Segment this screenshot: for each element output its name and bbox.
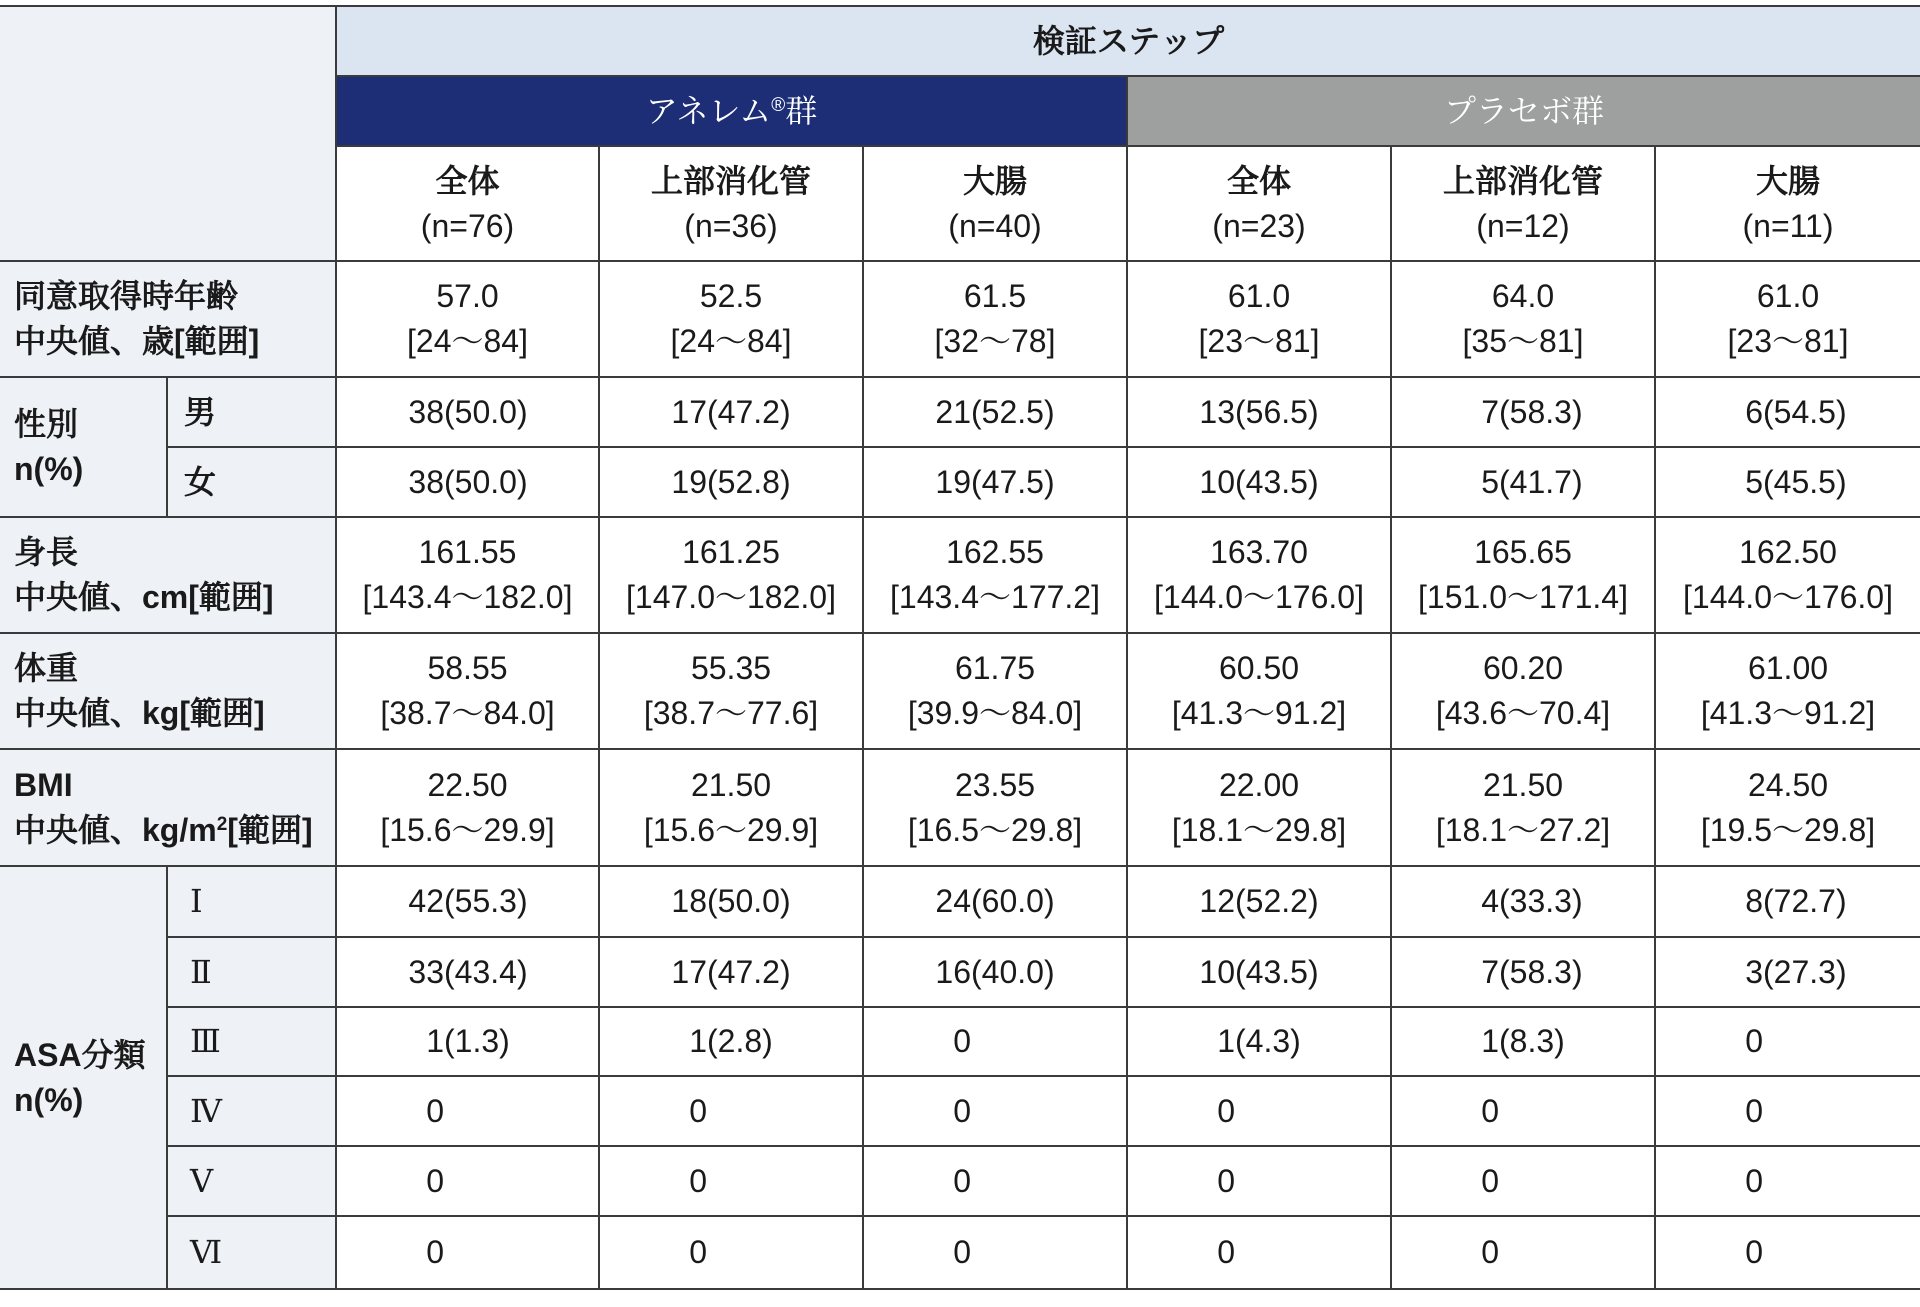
statistic-text: 中央値、kg[範囲] [14,695,265,731]
data-cell [1392,1008,1656,1077]
median-value: 22.00 [1218,766,1300,803]
data-cell [864,938,1128,1008]
column-name: 大腸 [1755,162,1820,199]
data-cell [1128,1217,1392,1290]
median-value: 60.20 [1482,650,1564,686]
level-label-text: Ⅲ [190,1023,221,1059]
group-suffix: 群 [785,92,818,129]
data-cell [337,378,600,448]
data-cell [337,1077,600,1147]
data-cell [1392,518,1656,634]
range-value: [143.4～182.0] [362,579,573,615]
percent-value: (4.3) [1235,1023,1301,1059]
count-value: 0 [1481,1234,1499,1270]
percent-value: (56.5) [1235,393,1319,430]
patient-background-table [0,5,1920,1290]
median-value: 64.0 [1491,278,1555,314]
row-label [0,634,337,750]
count-value: 0 [689,1162,707,1199]
row-label-title: 体重 [14,650,79,686]
column-name: 上部消化管 [650,162,811,199]
column-sample-size: (n=40) [948,207,1042,244]
data-cell [1392,262,1656,378]
count-value: 0 [689,1234,707,1270]
row-label [0,262,337,378]
data-cell [864,1008,1128,1077]
statistic-superscript: 2 [216,814,228,836]
percent-value: (43.4) [444,953,528,990]
data-cell [864,378,1128,448]
level-label [168,448,337,518]
data-cell [1392,1147,1656,1217]
range-value: [18.1～27.2] [1435,811,1611,848]
row-label-statistic: n(%) [14,451,84,487]
count-value: 8 [1745,883,1763,919]
row-label [0,867,168,1290]
percent-value: (47.2) [707,393,791,430]
column-header [1392,147,1656,262]
data-cell [1392,1077,1656,1147]
median-value: 161.25 [682,534,780,570]
statistic-tail: [範囲] [227,811,313,848]
count-value: 0 [1745,1023,1763,1059]
group-label: アネレム [645,92,772,129]
median-value: 61.0 [1227,278,1291,314]
data-cell [1128,378,1392,448]
data-cell [1128,634,1392,750]
data-cell [1128,518,1392,634]
column-header [600,147,864,262]
row-label-title: 身長 [14,534,79,570]
row-label-title: BMI [14,766,73,803]
step-header [337,7,1920,77]
count-value: 0 [1217,1092,1235,1129]
row-label-title: 性別 [14,406,79,442]
percent-value: (50.0) [444,393,528,430]
column-header [1656,147,1920,262]
percent-value: (45.5) [1763,463,1847,500]
range-value: [15.6～29.9] [643,811,819,848]
data-cell [1656,750,1920,867]
data-cell [600,1008,864,1077]
count-value: 1 [1217,1023,1235,1059]
statistic-text: 中央値、歳[範囲] [14,323,260,359]
data-cell [1128,750,1392,867]
range-value: [35～81] [1462,323,1584,359]
percent-value: (47.5) [971,463,1055,500]
column-header [1128,147,1392,262]
range-value: [41.3～91.2] [1171,695,1347,731]
count-value: 5 [1745,463,1763,500]
median-value: 61.0 [1756,278,1820,314]
median-value: 162.55 [946,534,1044,570]
percent-value: (50.0) [707,883,791,919]
data-cell [1128,448,1392,518]
data-cell [864,1217,1128,1290]
percent-value: (52.5) [971,393,1055,430]
count-value: 33 [408,953,444,990]
count-value: 38 [408,463,444,500]
group-header-anerem [337,77,1128,147]
data-cell [864,750,1128,867]
data-cell [1656,1077,1920,1147]
median-value: 58.55 [427,650,508,686]
count-value: 10 [1199,463,1235,500]
row-label [0,750,337,867]
data-cell [1392,867,1656,938]
level-label-text: Ⅴ [190,1162,214,1199]
level-label-text: 男 [184,393,217,430]
count-value: 42 [408,883,444,919]
count-value: 17 [671,953,707,990]
count-value: 17 [671,393,707,430]
data-cell [1392,1217,1656,1290]
count-value: 0 [1217,1162,1235,1199]
row-label-statistic [14,319,259,364]
count-value: 4 [1481,883,1499,919]
data-cell [1128,262,1392,378]
range-value: [23～81] [1727,323,1849,359]
row-label-statistic [14,808,313,853]
count-value: 7 [1481,393,1499,430]
data-cell [1128,938,1392,1008]
data-cell [1392,378,1656,448]
percent-value: (43.5) [1235,463,1319,500]
percent-value: (72.7) [1763,883,1847,919]
table-corner-cell [0,7,337,262]
column-sample-size: (n=36) [684,207,778,244]
count-value: 0 [689,1092,707,1129]
group-label: プラセボ群 [1443,92,1604,129]
row-label-statistic [14,575,274,620]
data-cell [337,1147,600,1217]
step-header-label: 検証ステップ [1032,22,1225,59]
data-cell [1656,867,1920,938]
group-header-placebo [1128,77,1920,147]
count-value: 10 [1199,953,1235,990]
range-value: [147.0～182.0] [626,579,836,615]
data-cell [337,634,600,750]
median-value: 57.0 [436,278,499,314]
percent-value: (58.3) [1499,393,1583,430]
column-name: 全体 [435,162,500,199]
median-value: 21.50 [1482,766,1564,803]
count-value: 6 [1745,393,1763,430]
level-label [168,1217,337,1290]
percent-value: (55.3) [444,883,528,919]
median-value: 23.55 [954,766,1036,803]
count-value: 21 [935,393,971,430]
row-label-statistic: n(%) [14,1081,84,1118]
count-value: 1 [426,1023,444,1059]
percent-value: (54.5) [1763,393,1847,430]
range-value: [15.6～29.9] [380,811,555,848]
range-value: [41.3～91.2] [1700,695,1876,731]
range-value: [143.4～177.2] [890,579,1100,615]
data-cell [864,518,1128,634]
level-label [168,938,337,1008]
column-sample-size: (n=11) [1742,207,1834,244]
data-cell [864,262,1128,378]
count-value: 0 [1481,1092,1499,1129]
percent-value: (41.7) [1499,463,1583,500]
count-value: 5 [1481,463,1499,500]
range-value: [43.6～70.4] [1435,695,1611,731]
count-value: 0 [1481,1162,1499,1199]
percent-value: (27.3) [1763,953,1847,990]
percent-value: (8.3) [1499,1023,1565,1059]
row-label [0,378,168,518]
data-cell [864,634,1128,750]
count-value: 0 [1217,1234,1235,1270]
percent-value: (52.2) [1235,883,1319,919]
range-value: [38.7～77.6] [643,695,819,731]
data-cell [1656,262,1920,378]
data-cell [600,867,864,938]
data-cell [1656,1147,1920,1217]
level-label-text: Ⅰ [190,883,203,919]
percent-value: (1.3) [444,1023,510,1059]
level-label-text: Ⅳ [190,1092,222,1129]
count-value: 0 [1745,1162,1763,1199]
data-cell [600,448,864,518]
column-name: 大腸 [962,162,1027,199]
percent-value: (40.0) [971,953,1055,990]
range-value: [24～84] [407,323,528,359]
data-cell [600,634,864,750]
data-cell [864,448,1128,518]
count-value: 13 [1199,393,1235,430]
data-cell [337,1008,600,1077]
data-cell [1392,448,1656,518]
statistic-text: 中央値、cm[範囲] [14,579,274,615]
range-value: [23～81] [1198,323,1320,359]
data-cell [1656,1008,1920,1077]
median-value: 162.50 [1739,534,1837,570]
data-cell [1656,518,1920,634]
median-value: 52.5 [699,278,763,314]
data-cell [600,262,864,378]
data-cell [600,938,864,1008]
data-cell [1128,867,1392,938]
percent-value: (33.3) [1499,883,1583,919]
count-value: 18 [671,883,707,919]
median-value: 61.5 [963,278,1027,314]
data-cell [1656,448,1920,518]
data-cell [600,750,864,867]
percent-value: (47.2) [707,953,791,990]
count-value: 0 [1745,1092,1763,1129]
level-label [168,378,337,448]
range-value: [38.7～84.0] [380,695,555,731]
range-value: [19.5～29.8] [1700,811,1876,848]
count-value: 38 [408,393,444,430]
count-value: 3 [1745,953,1763,990]
statistic-text: 中央値、kg/m [14,811,217,848]
percent-value: (50.0) [444,463,528,500]
range-value: [39.9～84.0] [907,695,1083,731]
count-value: 0 [953,1162,971,1199]
level-label-text: 女 [184,463,217,500]
data-cell [600,378,864,448]
data-cell [1128,1147,1392,1217]
data-cell [1392,634,1656,750]
count-value: 0 [426,1092,444,1129]
column-name: 全体 [1226,162,1291,199]
group-header-text [646,89,817,134]
data-cell [864,1077,1128,1147]
data-cell [337,867,600,938]
column-sample-size: (n=76) [420,207,515,244]
median-value: 61.75 [954,650,1036,686]
count-value: 12 [1199,883,1235,919]
data-cell [600,1147,864,1217]
column-header [337,147,600,262]
median-value: 60.50 [1218,650,1300,686]
median-value: 163.70 [1210,534,1308,570]
range-value: [16.5～29.8] [907,811,1083,848]
range-value: [144.0～176.0] [1683,579,1893,615]
data-cell [337,262,600,378]
data-cell [1392,938,1656,1008]
level-label [168,1077,337,1147]
count-value: 0 [953,1092,971,1129]
count-value: 19 [935,463,971,500]
count-value: 24 [935,883,971,919]
row-label-statistic [14,691,265,736]
count-value: 16 [935,953,971,990]
data-cell [1656,378,1920,448]
count-value: 0 [1745,1234,1763,1270]
data-cell [337,518,600,634]
data-cell [1392,750,1656,867]
level-label [168,1008,337,1077]
percent-value: (43.5) [1235,953,1319,990]
data-cell [600,1217,864,1290]
median-value: 61.00 [1747,650,1829,686]
percent-value: (58.3) [1499,953,1583,990]
median-value: 21.50 [690,766,772,803]
percent-value: (52.8) [707,463,791,500]
data-cell [600,518,864,634]
data-cell [337,448,600,518]
level-label [168,1147,337,1217]
data-cell [864,1147,1128,1217]
count-value: 7 [1481,953,1499,990]
row-label [0,518,337,634]
level-label-text: Ⅱ [190,953,212,990]
data-cell [1656,938,1920,1008]
data-cell [337,1217,600,1290]
data-cell [864,867,1128,938]
data-cell [337,750,600,867]
median-value: 24.50 [1747,766,1829,803]
column-sample-size: (n=23) [1212,207,1306,244]
range-value: [151.0～171.4] [1418,579,1628,615]
column-name: 上部消化管 [1442,162,1603,199]
data-cell [1656,1217,1920,1290]
data-cell [1128,1008,1392,1077]
median-value: 161.55 [418,534,517,570]
data-cell [600,1077,864,1147]
data-cell [1656,634,1920,750]
level-label [168,867,337,938]
column-header [864,147,1128,262]
count-value: 0 [426,1162,444,1199]
median-value: 55.35 [690,650,772,686]
data-cell [1128,1077,1392,1147]
percent-value: (2.8) [707,1023,773,1059]
median-value: 165.65 [1474,534,1572,570]
level-label-text: Ⅵ [190,1234,223,1270]
percent-value: (60.0) [971,883,1055,919]
count-value: 0 [426,1234,444,1270]
count-value: 0 [953,1023,971,1059]
range-value: [18.1～29.8] [1171,811,1347,848]
median-value: 22.50 [427,766,508,803]
row-label-title: 同意取得時年齢 [14,278,239,314]
registered-mark: ® [771,95,786,117]
range-value: [32～78] [934,323,1056,359]
count-value: 1 [689,1023,707,1059]
data-cell [337,938,600,1008]
count-value: 1 [1481,1023,1499,1059]
range-value: [144.0～176.0] [1154,579,1364,615]
column-sample-size: (n=12) [1476,207,1570,244]
count-value: 0 [953,1234,971,1270]
row-label-title: ASA分類 [14,1036,146,1073]
range-value: [24～84] [670,323,792,359]
count-value: 19 [671,463,707,500]
